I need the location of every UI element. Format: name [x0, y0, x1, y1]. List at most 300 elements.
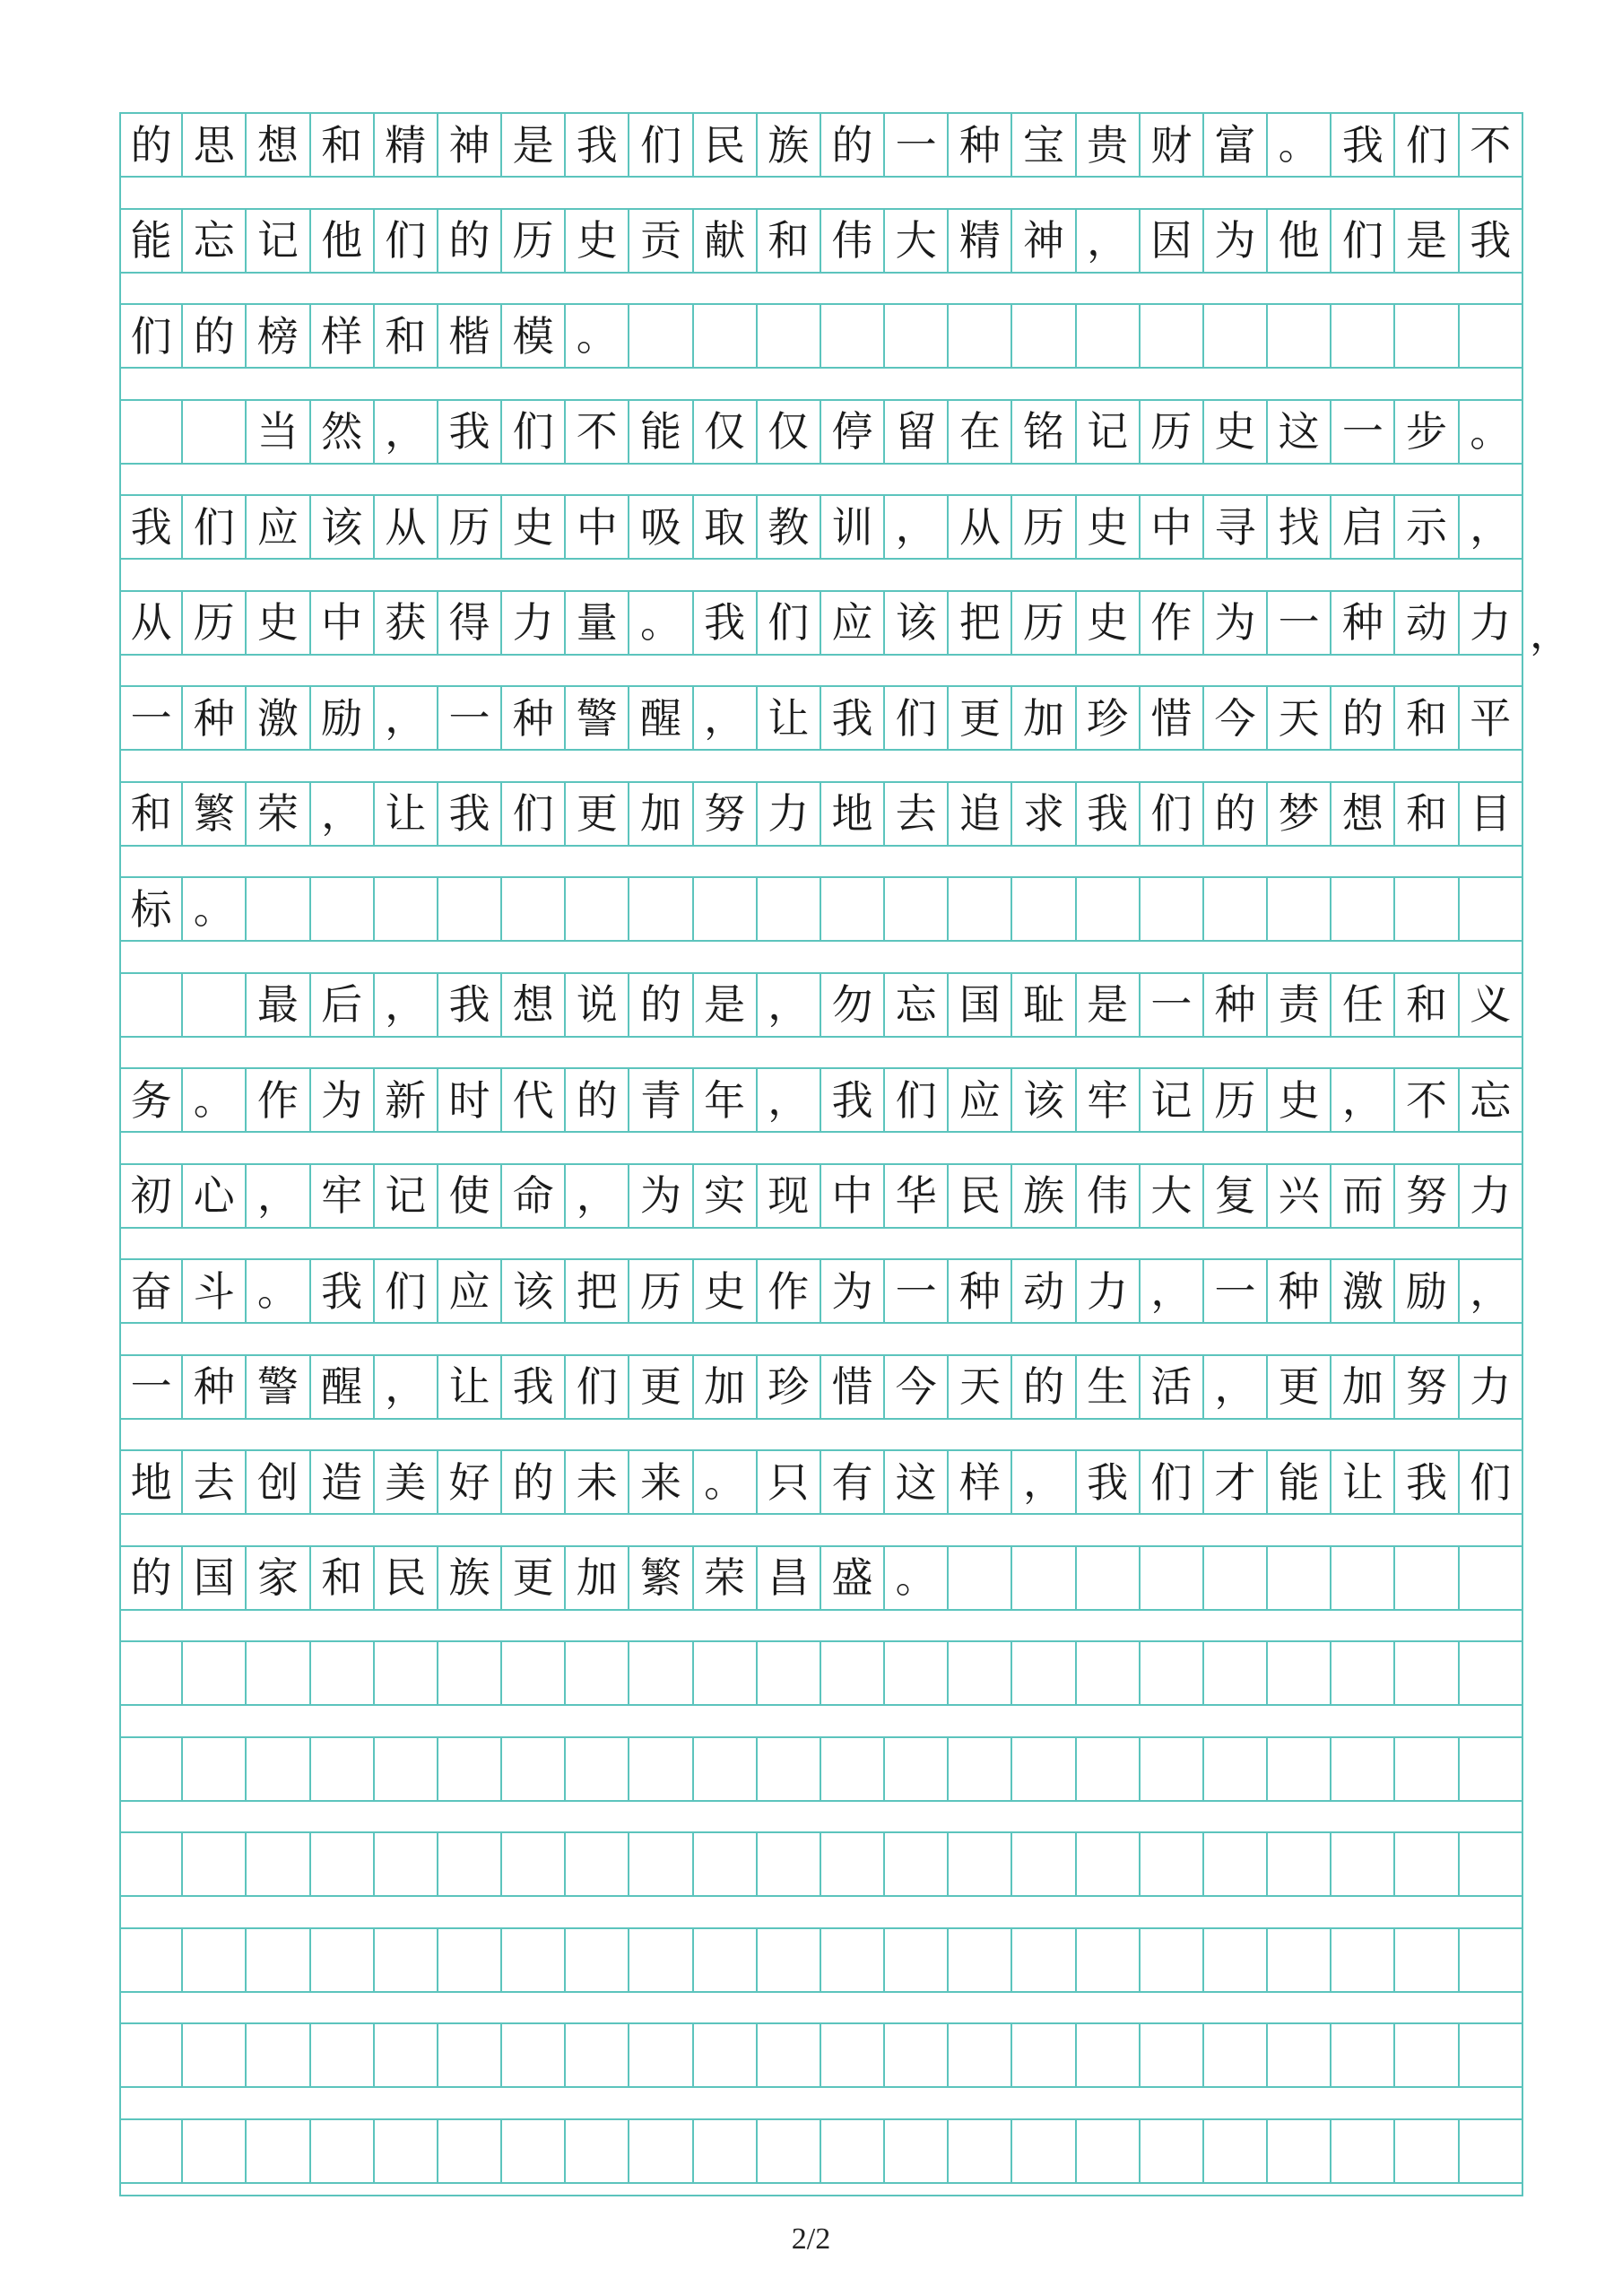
empty-cell	[885, 2024, 949, 2086]
char-cell: 记	[1141, 1069, 1204, 1131]
char-cell: 种	[183, 687, 247, 749]
char-cell: 平	[1460, 687, 1523, 749]
char-cell: 努	[1395, 1356, 1459, 1418]
char-cell: 最	[247, 974, 310, 1036]
char-cell: 从	[949, 496, 1012, 558]
empty-cell	[1460, 2120, 1523, 2182]
empty-cell	[1077, 2024, 1141, 2086]
empty-cell	[119, 974, 183, 1036]
grid-row	[119, 876, 1523, 942]
empty-cell	[502, 1929, 566, 1991]
char-cell: 更	[502, 1547, 566, 1609]
char-cell: 新	[375, 1069, 438, 1131]
char-cell: 今	[885, 1356, 949, 1418]
empty-cell	[1141, 878, 1204, 940]
empty-cell	[1268, 2024, 1331, 2086]
empty-cell	[438, 2120, 502, 2182]
char-cell: 作	[1141, 592, 1204, 654]
char-cell: 天	[949, 1356, 1012, 1418]
char-cell: 一	[1141, 974, 1204, 1036]
empty-cell	[1460, 2024, 1523, 2086]
grid-row	[119, 1163, 1523, 1229]
char-cell: 。	[247, 1260, 310, 1322]
grid-row	[119, 1449, 1523, 1515]
empty-cell	[1395, 1833, 1459, 1895]
char-cell: 的	[1204, 783, 1268, 845]
char-cell: 醒	[311, 1356, 375, 1418]
char-cell: 历	[629, 1260, 693, 1322]
char-cell: 榜	[247, 305, 310, 367]
char-cell: 历	[1141, 401, 1204, 463]
char-cell: 是	[502, 114, 566, 176]
char-cell: 和	[1395, 687, 1459, 749]
empty-cell	[119, 2120, 183, 2182]
char-cell: 实	[694, 1165, 758, 1227]
char-cell: 然	[311, 401, 375, 463]
char-cell: 和	[119, 783, 183, 845]
char-cell: 为	[1204, 592, 1268, 654]
char-cell: 珍	[1077, 687, 1141, 749]
char-cell: 们	[375, 1260, 438, 1322]
char-cell: ，	[1141, 1260, 1204, 1322]
char-cell: 作	[247, 1069, 310, 1131]
char-cell: 义	[1460, 974, 1523, 1036]
char-cell: 的	[1331, 687, 1395, 749]
empty-cell	[1268, 1929, 1331, 1991]
char-cell: 生	[1077, 1356, 1141, 1418]
char-cell: 让	[375, 783, 438, 845]
char-cell: 步	[1395, 401, 1459, 463]
empty-cell	[1077, 1833, 1141, 1895]
char-cell: 种	[1331, 592, 1395, 654]
char-cell: 我	[821, 687, 885, 749]
char-cell: 不	[566, 401, 629, 463]
empty-cell	[1331, 1642, 1395, 1704]
empty-cell	[1395, 1547, 1459, 1609]
char-cell: 这	[885, 1451, 949, 1513]
char-cell: 不	[1395, 1069, 1459, 1131]
char-cell: 神	[438, 114, 502, 176]
char-cell: 中	[311, 592, 375, 654]
char-cell: 找	[1268, 496, 1331, 558]
char-cell: 该	[885, 592, 949, 654]
char-cell: 加	[1012, 687, 1076, 749]
grid-row	[119, 1831, 1523, 1897]
char-cell: 年	[694, 1069, 758, 1131]
char-cell: 是	[1395, 210, 1459, 272]
empty-cell	[694, 2120, 758, 2182]
char-cell: 财	[1141, 114, 1204, 176]
char-cell: 只	[758, 1451, 821, 1513]
empty-cell	[1460, 878, 1523, 940]
char-cell: 记	[247, 210, 310, 272]
empty-cell	[566, 2120, 629, 2182]
char-cell: 。	[566, 305, 629, 367]
char-cell: 历	[1012, 592, 1076, 654]
char-cell: 的	[566, 1069, 629, 1131]
char-cell: 不	[1460, 114, 1523, 176]
empty-cell	[375, 878, 438, 940]
char-cell: 激	[1331, 1260, 1395, 1322]
char-cell: 国	[183, 1547, 247, 1609]
grid-row	[119, 208, 1523, 274]
grid-row	[119, 1640, 1523, 1706]
char-cell: 种	[502, 687, 566, 749]
char-cell: 一	[119, 1356, 183, 1418]
char-cell: 我	[694, 592, 758, 654]
empty-cell	[502, 1738, 566, 1800]
char-cell: 族	[1012, 1165, 1076, 1227]
char-cell: 应	[247, 496, 310, 558]
char-cell: 吸	[629, 496, 693, 558]
empty-cell	[311, 2120, 375, 2182]
empty-cell	[821, 1642, 885, 1704]
char-cell: 想	[502, 974, 566, 1036]
empty-cell	[119, 1642, 183, 1704]
empty-cell	[566, 2024, 629, 2086]
char-cell: 的	[502, 1451, 566, 1513]
char-cell: 一	[438, 687, 502, 749]
char-cell: 得	[438, 592, 502, 654]
char-cell: 后	[311, 974, 375, 1036]
char-cell: 想	[1331, 783, 1395, 845]
empty-cell	[247, 1929, 310, 1991]
empty-cell	[885, 1738, 949, 1800]
empty-cell	[1012, 305, 1076, 367]
char-cell: 精	[949, 210, 1012, 272]
char-cell: 史	[1077, 592, 1141, 654]
empty-cell	[1012, 1738, 1076, 1800]
char-cell: 一	[1331, 401, 1395, 463]
grid-row	[119, 590, 1523, 656]
char-cell: 盛	[821, 1547, 885, 1609]
grid-row	[119, 1354, 1523, 1420]
char-cell: 们	[629, 114, 693, 176]
char-cell: 荣	[694, 1547, 758, 1609]
char-cell: 力	[758, 783, 821, 845]
char-cell: 我	[821, 1069, 885, 1131]
char-cell: 是	[694, 974, 758, 1036]
empty-cell	[949, 1833, 1012, 1895]
char-cell: 兴	[1268, 1165, 1331, 1227]
empty-cell	[375, 1738, 438, 1800]
char-cell: 示	[1395, 496, 1459, 558]
char-cell: 把	[949, 592, 1012, 654]
char-cell: 警	[247, 1356, 310, 1418]
empty-cell	[758, 878, 821, 940]
empty-cell	[949, 2120, 1012, 2182]
empty-cell	[885, 878, 949, 940]
empty-cell	[1331, 2024, 1395, 2086]
char-cell: 责	[1268, 974, 1331, 1036]
char-cell: 惜	[821, 1356, 885, 1418]
char-cell: ，	[247, 1165, 310, 1227]
empty-cell	[1012, 2024, 1076, 2086]
char-cell: 宝	[1012, 114, 1076, 176]
empty-cell	[949, 1642, 1012, 1704]
char-cell: 心	[183, 1165, 247, 1227]
empty-cell	[566, 878, 629, 940]
empty-cell	[821, 1929, 885, 1991]
empty-cell	[566, 1833, 629, 1895]
char-cell: 家	[247, 1547, 310, 1609]
empty-cell	[247, 1738, 310, 1800]
char-cell: 加	[566, 1547, 629, 1609]
empty-cell	[566, 1642, 629, 1704]
empty-cell	[183, 1738, 247, 1800]
grid-row	[119, 1545, 1523, 1611]
char-cell: 量	[566, 592, 629, 654]
empty-cell	[375, 1642, 438, 1704]
char-cell: 我	[119, 496, 183, 558]
empty-cell	[311, 2024, 375, 2086]
char-cell: 的	[1012, 1356, 1076, 1418]
char-cell: ，	[885, 496, 949, 558]
char-cell: 他	[1268, 210, 1331, 272]
empty-cell	[1204, 2024, 1268, 2086]
char-cell: 力	[1077, 1260, 1141, 1322]
char-cell: 他	[311, 210, 375, 272]
char-cell: 史	[694, 1260, 758, 1322]
char-cell: 和	[1395, 783, 1459, 845]
char-cell: 们	[375, 210, 438, 272]
empty-cell	[1012, 2120, 1076, 2182]
char-cell: 寻	[1204, 496, 1268, 558]
empty-cell	[1331, 2120, 1395, 2182]
char-cell: 民	[375, 1547, 438, 1609]
char-cell: 的	[183, 305, 247, 367]
char-cell: 和	[1395, 974, 1459, 1036]
empty-cell	[885, 1929, 949, 1991]
empty-cell	[758, 2024, 821, 2086]
char-cell: 我	[1077, 1451, 1141, 1513]
char-cell: 。	[1268, 114, 1331, 176]
empty-cell	[1268, 878, 1331, 940]
empty-cell	[1141, 305, 1204, 367]
empty-cell	[821, 305, 885, 367]
char-cell: 的	[821, 114, 885, 176]
empty-cell	[1395, 1642, 1459, 1704]
char-cell: 初	[119, 1165, 183, 1227]
grid-row	[119, 399, 1523, 465]
char-cell: 。	[629, 592, 693, 654]
char-cell: 华	[885, 1165, 949, 1227]
char-cell: 我	[502, 1356, 566, 1418]
empty-cell	[694, 2024, 758, 2086]
char-cell: 有	[821, 1451, 885, 1513]
char-cell: 牢	[1077, 1069, 1141, 1131]
char-cell: 历	[1204, 1069, 1268, 1131]
char-cell: ，	[1012, 1451, 1076, 1513]
char-cell: 从	[375, 496, 438, 558]
char-cell: 史	[247, 592, 310, 654]
char-cell: 时	[438, 1069, 502, 1131]
empty-cell	[694, 1929, 758, 1991]
char-cell: 力	[1460, 1356, 1523, 1418]
char-cell: 史	[502, 496, 566, 558]
empty-cell	[502, 2024, 566, 2086]
grid-row	[119, 972, 1523, 1038]
empty-cell	[1395, 305, 1459, 367]
char-cell: 来	[629, 1451, 693, 1513]
char-cell: 奋	[119, 1260, 183, 1322]
char-cell: 们	[183, 496, 247, 558]
empty-cell	[694, 1738, 758, 1800]
char-cell: 该	[311, 496, 375, 558]
empty-cell	[1460, 1833, 1523, 1895]
empty-cell	[629, 1642, 693, 1704]
empty-cell	[629, 1929, 693, 1991]
char-cell: 大	[1141, 1165, 1204, 1227]
empty-cell	[1077, 1642, 1141, 1704]
char-cell: 应	[821, 592, 885, 654]
empty-cell	[311, 1738, 375, 1800]
char-cell: 忘	[183, 210, 247, 272]
char-cell: 现	[758, 1165, 821, 1227]
char-cell: ，	[1331, 1069, 1395, 1131]
char-cell: 为	[311, 1069, 375, 1131]
empty-cell	[1077, 305, 1141, 367]
empty-cell	[247, 878, 310, 940]
char-cell: 记	[1077, 401, 1141, 463]
empty-cell	[1141, 2024, 1204, 2086]
empty-cell	[1331, 878, 1395, 940]
char-cell: 更	[629, 1356, 693, 1418]
char-cell: 珍	[758, 1356, 821, 1418]
empty-cell	[183, 1833, 247, 1895]
char-cell: 当	[247, 401, 310, 463]
empty-cell	[1331, 1547, 1395, 1609]
char-cell: 忘	[885, 974, 949, 1036]
char-cell: 启	[1331, 496, 1395, 558]
char-cell: 我	[1331, 114, 1395, 176]
char-cell: 获	[375, 592, 438, 654]
char-cell: 中	[1141, 496, 1204, 558]
char-cell: 和	[311, 1547, 375, 1609]
char-cell: 加	[1331, 1356, 1395, 1418]
empty-cell	[247, 1642, 310, 1704]
char-cell: 贡	[629, 210, 693, 272]
empty-cell	[758, 1642, 821, 1704]
char-cell: 伟	[821, 210, 885, 272]
empty-cell	[885, 305, 949, 367]
char-cell: ，	[375, 401, 438, 463]
char-cell: 国	[949, 974, 1012, 1036]
char-cell: 史	[1204, 401, 1268, 463]
char-cell: 勿	[821, 974, 885, 1036]
empty-cell	[1141, 1642, 1204, 1704]
empty-cell	[694, 1642, 758, 1704]
empty-cell	[694, 1833, 758, 1895]
char-cell: 让	[758, 687, 821, 749]
empty-cell	[694, 878, 758, 940]
empty-cell	[1331, 1929, 1395, 1991]
char-cell: 追	[949, 783, 1012, 845]
char-cell: 历	[438, 496, 502, 558]
char-cell: 一	[119, 687, 183, 749]
empty-cell	[1395, 1929, 1459, 1991]
char-cell: 史	[1077, 496, 1141, 558]
empty-cell	[1204, 878, 1268, 940]
char-cell: 未	[566, 1451, 629, 1513]
char-cell: 荣	[247, 783, 310, 845]
empty-cell	[1395, 2120, 1459, 2182]
char-cell: 我	[311, 1260, 375, 1322]
char-cell: 中	[821, 1165, 885, 1227]
empty-cell	[119, 1833, 183, 1895]
char-cell: 种	[949, 1260, 1012, 1322]
char-cell: 动	[1012, 1260, 1076, 1322]
char-cell: 惜	[1141, 687, 1204, 749]
char-cell: 。	[1460, 401, 1523, 463]
empty-cell	[1460, 1547, 1523, 1609]
char-cell: ，	[375, 687, 438, 749]
char-cell: 。	[183, 878, 247, 940]
empty-cell	[949, 305, 1012, 367]
char-cell: 们	[566, 1356, 629, 1418]
empty-cell	[629, 1833, 693, 1895]
char-cell: 神	[1012, 210, 1076, 272]
char-cell: 努	[1395, 1165, 1459, 1227]
char-cell: 们	[119, 305, 183, 367]
char-cell: 从	[119, 592, 183, 654]
char-cell: 的	[119, 1547, 183, 1609]
empty-cell	[629, 1738, 693, 1800]
char-cell: 们	[502, 401, 566, 463]
char-cell: 更	[949, 687, 1012, 749]
empty-cell	[1141, 1833, 1204, 1895]
grid-row	[119, 685, 1523, 751]
empty-cell	[1268, 1642, 1331, 1704]
empty-cell	[1141, 1929, 1204, 1991]
char-cell: 这	[1268, 401, 1331, 463]
char-cell: 史	[1268, 1069, 1331, 1131]
empty-cell	[1331, 305, 1395, 367]
empty-cell	[438, 878, 502, 940]
char-cell: 。	[183, 1069, 247, 1131]
empty-cell	[1268, 305, 1331, 367]
char-cell: 代	[502, 1069, 566, 1131]
char-cell: 务	[119, 1069, 183, 1131]
empty-cell	[247, 2024, 310, 2086]
empty-cell	[1204, 1547, 1268, 1609]
empty-cell	[1331, 1833, 1395, 1895]
char-cell: 种	[183, 1356, 247, 1418]
empty-cell	[438, 1642, 502, 1704]
char-cell: 伟	[1077, 1165, 1141, 1227]
char-cell: 种	[1204, 974, 1268, 1036]
char-cell: 们	[1141, 1451, 1204, 1513]
char-cell: 励	[1395, 1260, 1459, 1322]
char-cell: ，	[375, 974, 438, 1036]
char-cell: 作	[758, 1260, 821, 1322]
empty-cell	[758, 2120, 821, 2182]
char-cell: 仅	[694, 401, 758, 463]
char-cell: 更	[566, 783, 629, 845]
char-cell: 标	[119, 878, 183, 940]
char-cell: 的	[119, 114, 183, 176]
grid-row	[119, 1927, 1523, 1993]
char-cell: 应	[438, 1260, 502, 1322]
char-cell: 们	[1395, 114, 1459, 176]
empty-cell	[1204, 305, 1268, 367]
char-cell: 民	[949, 1165, 1012, 1227]
char-cell: 历	[1012, 496, 1076, 558]
empty-cell	[949, 878, 1012, 940]
empty-cell	[1077, 1738, 1141, 1800]
char-cell: 历	[183, 592, 247, 654]
empty-cell	[758, 305, 821, 367]
